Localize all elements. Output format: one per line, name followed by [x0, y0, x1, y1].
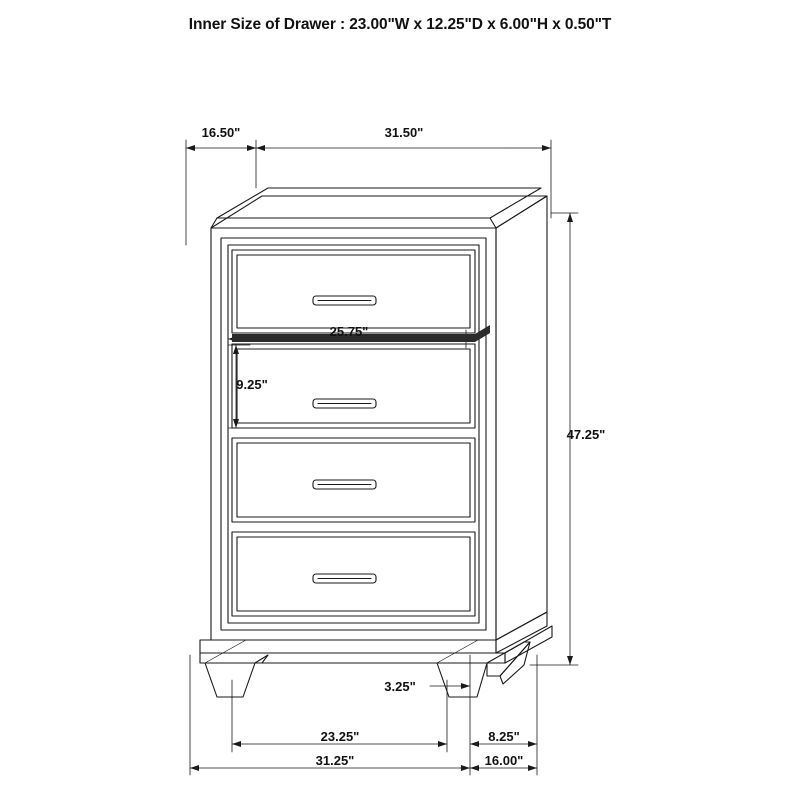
- dimension-label-drawer-front-width: 25.75": [329, 324, 369, 339]
- dimension-label-leg-height: 3.25": [384, 679, 416, 694]
- dimension-label-base-width: 31.25": [315, 753, 355, 768]
- page-title: Inner Size of Drawer : 23.00"W x 12.25"D x 6.00"H x 0.50"T: [188, 16, 612, 33]
- dimension-label-depth-top: 16.50": [201, 125, 241, 140]
- dimension-label-drawer-height: 9.25": [236, 377, 268, 392]
- dimension-label-overall-height: 47.25": [566, 427, 606, 442]
- dimension-label-base-inner-width: 23.25": [320, 729, 360, 744]
- dimension-label-width-top: 31.50": [384, 125, 424, 140]
- dimension-label-base-depth: 16.00": [484, 753, 524, 768]
- dimension-label-base-side-depth: 8.25": [488, 729, 520, 744]
